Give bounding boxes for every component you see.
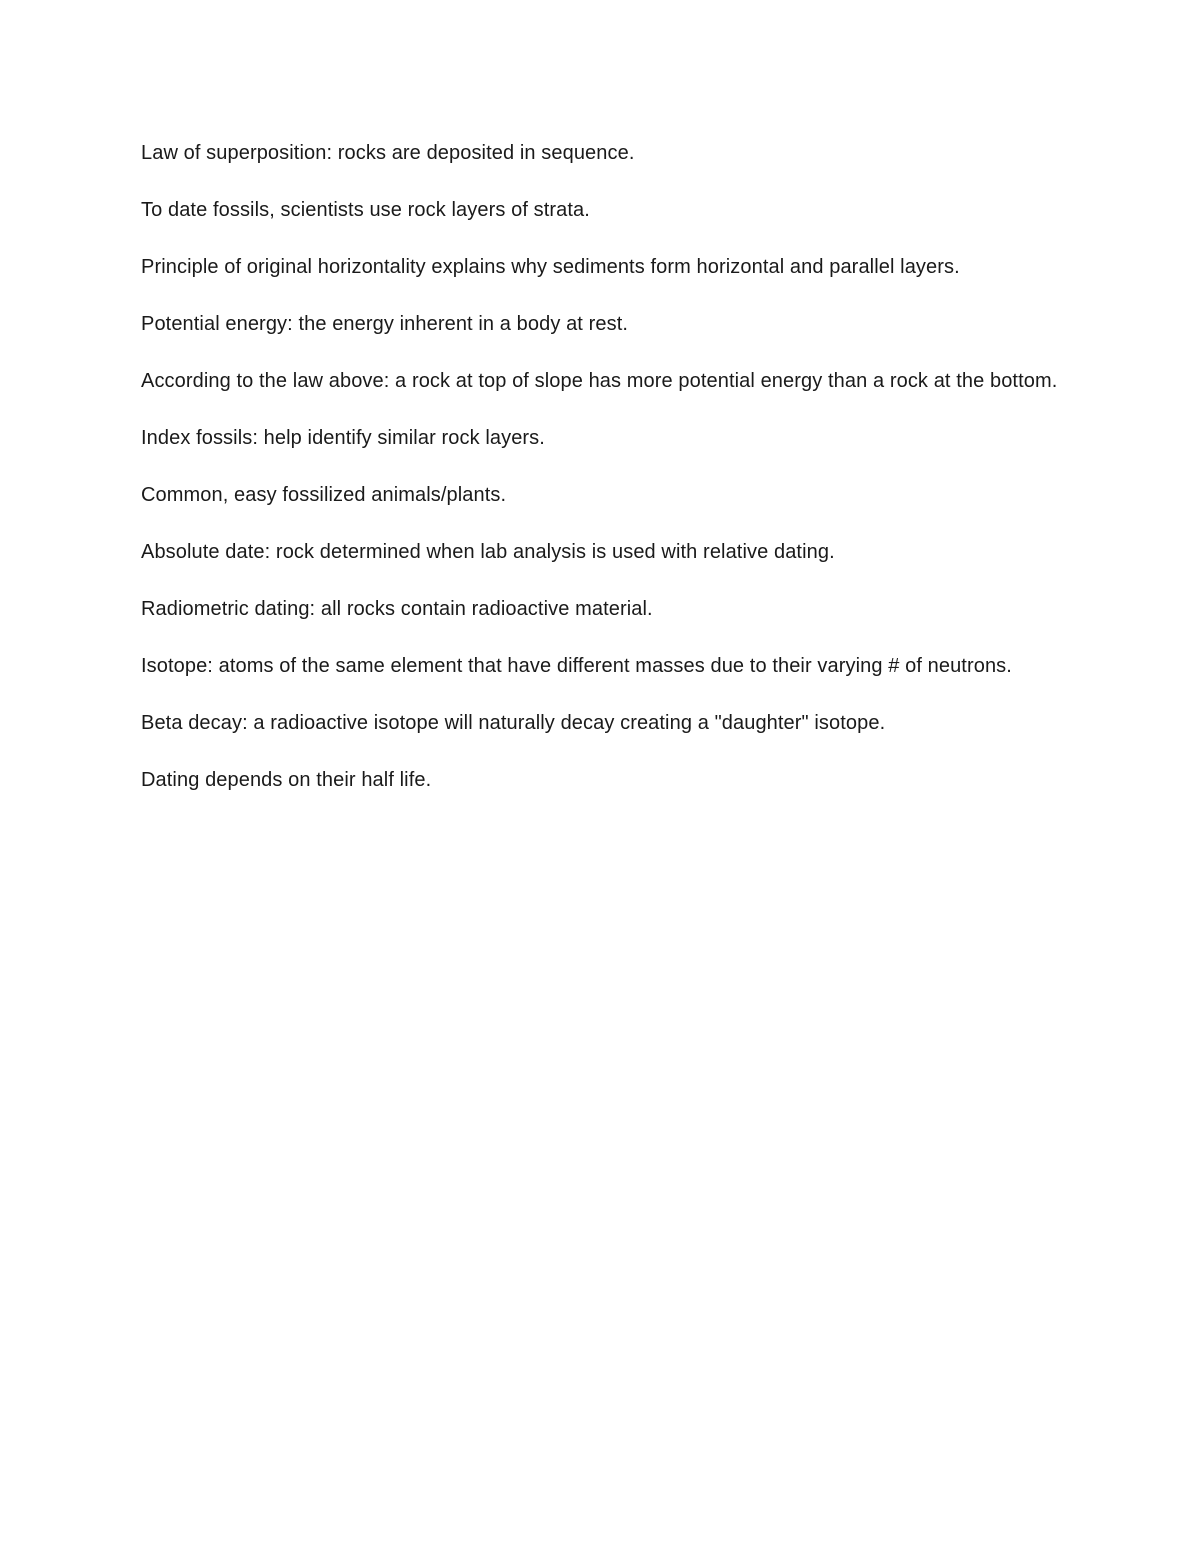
paragraph-horizontality: Principle of original horizontality explains why sediments form horizontal and parallel layers.: [141, 256, 960, 278]
paragraph-half-life: Dating depends on their half life.: [141, 769, 432, 791]
paragraph-beta-decay: Beta decay: a radioactive isotope will naturally decay creating a "daughter" isotope.: [141, 712, 886, 734]
document-body: [141, 139, 1061, 823]
paragraph-absolute-date: Absolute date: rock determined when lab analysis is used with relative dating.: [141, 541, 835, 563]
paragraph-radiometric-dating: Radiometric dating: all rocks contain radioactive material.: [141, 598, 653, 620]
paragraph-index-fossils: Index fossils: help identify similar rock layers.: [141, 427, 545, 449]
paragraph-potential-energy: Potential energy: the energy inherent in a body at rest.: [141, 313, 629, 335]
paragraph-isotope: Isotope: atoms of the same element that have different masses due to their varying # of neutrons.: [141, 655, 1012, 677]
paragraph-law-above: According to the law above: a rock at top of slope has more potential energy than a rock at the bottom.: [141, 370, 1058, 392]
paragraph-common-fossils: Common, easy fossilized animals/plants.: [141, 484, 507, 506]
paragraph-date-fossils: To date fossils, scientists use rock layers of strata.: [141, 199, 590, 221]
paragraph-superposition: Law of superposition: rocks are deposited in sequence.: [141, 142, 635, 164]
